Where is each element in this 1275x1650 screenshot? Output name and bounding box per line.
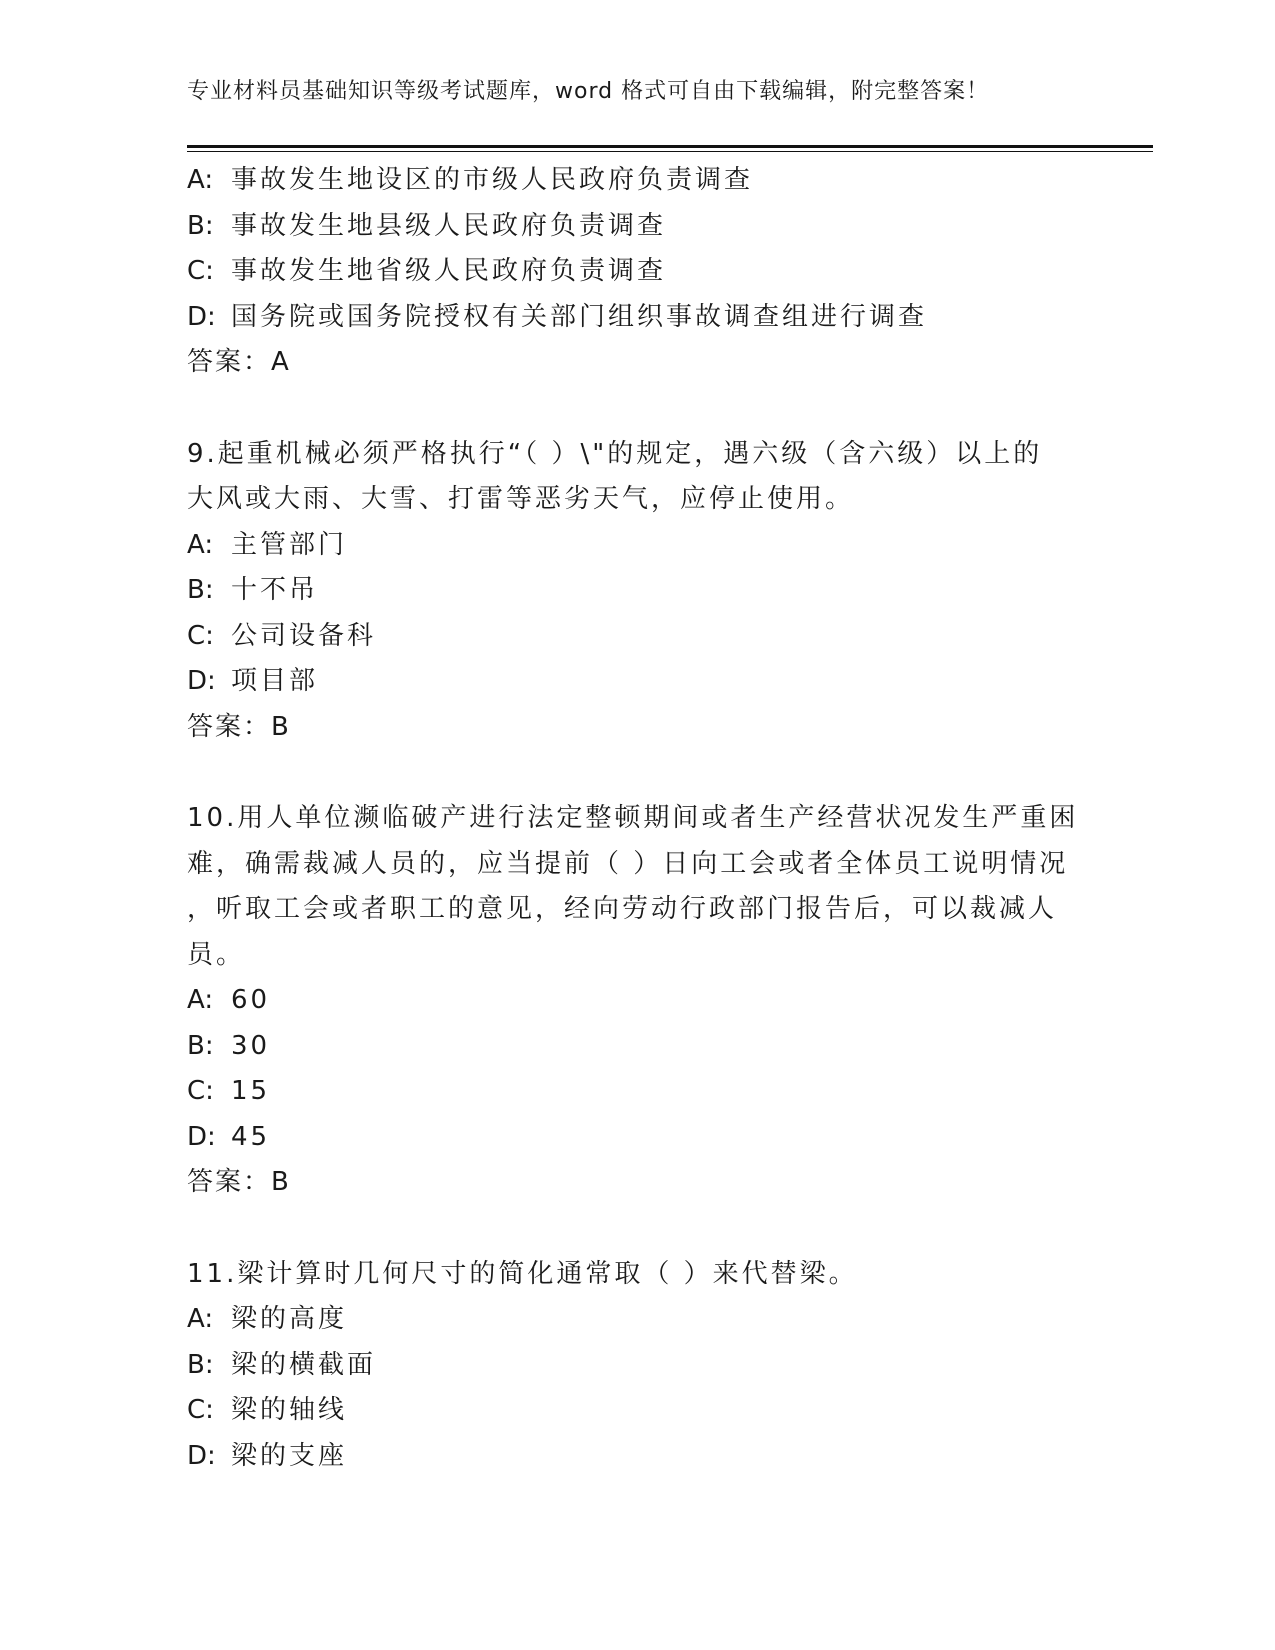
question-9 xyxy=(187,432,1087,751)
page-header: 专业材料员基础知识等级考试题库，word 格式可自由下载编辑，附完整答案！ xyxy=(187,79,990,104)
question-text-line: 9.起重机械必须严格执行“（ ）\"的规定，遇六级（含六级）以上的 xyxy=(187,438,1043,469)
answer-value: B xyxy=(271,1167,290,1197)
option-text: 梁的轴线 xyxy=(231,1395,348,1425)
question-text-line: 员。 xyxy=(187,939,246,970)
option-label: D: xyxy=(187,666,216,696)
option-label: C: xyxy=(187,256,214,286)
answer-label: 答案： xyxy=(187,711,272,742)
option-text: 项目部 xyxy=(231,666,319,696)
option-c xyxy=(187,1069,1087,1115)
option-text: 十不吊 xyxy=(231,575,319,605)
option-c xyxy=(187,249,1087,295)
spacer xyxy=(187,750,1087,796)
option-d xyxy=(187,295,1087,341)
option-label: B: xyxy=(187,1349,214,1380)
option-b xyxy=(187,1024,1087,1070)
option-label: B: xyxy=(187,575,214,605)
question-text-line: ，听取工会或者职工的意见，经向劳动行政部门报告后，可以裁减人 xyxy=(187,894,1058,924)
option-label: D: xyxy=(187,301,216,332)
option-text: 梁的支座 xyxy=(231,1440,348,1471)
question-10 xyxy=(187,796,1087,1206)
option-label: B: xyxy=(187,210,214,241)
option-a xyxy=(187,978,1087,1024)
spacer xyxy=(187,386,1087,432)
answer-line xyxy=(187,705,1087,751)
question-11 xyxy=(187,1252,1087,1480)
option-text: 事故发生地设区的市级人民政府负责调查 xyxy=(231,165,754,195)
option-label: B: xyxy=(187,1030,214,1061)
option-text: 国务院或国务院授权有关部门组织事故调查组进行调查 xyxy=(231,301,928,332)
answer-value: B xyxy=(271,711,290,742)
option-text: 60 xyxy=(231,985,271,1015)
answer-value: A xyxy=(271,347,290,377)
option-label: A: xyxy=(187,1304,214,1334)
option-label: A: xyxy=(187,529,214,560)
option-b xyxy=(187,568,1087,614)
option-a xyxy=(187,1297,1087,1343)
question-text-line: 大风或大雨、大雪、打雷等恶劣天气，应停止使用。 xyxy=(187,484,855,514)
question-content xyxy=(187,158,1087,1479)
option-c xyxy=(187,1388,1087,1434)
question-8 xyxy=(187,158,1087,386)
option-d xyxy=(187,1434,1087,1480)
option-label: D: xyxy=(187,1121,216,1152)
question-text-line: 11.梁计算时几何尺寸的简化通常取（ ）来代替梁。 xyxy=(187,1258,858,1289)
option-label: C: xyxy=(187,1076,214,1106)
option-a xyxy=(187,523,1087,569)
header-rule-thick xyxy=(187,145,1153,148)
option-label: C: xyxy=(187,620,214,651)
option-text: 梁的高度 xyxy=(231,1304,348,1334)
option-c xyxy=(187,614,1087,660)
question-text-line: 10.用人单位濒临破产进行法定整顿期间或者生产经营状况发生严重困 xyxy=(187,803,1079,833)
option-text: 梁的横截面 xyxy=(231,1349,377,1380)
option-text: 事故发生地省级人民政府负责调查 xyxy=(231,256,667,286)
option-b xyxy=(187,204,1087,250)
question-text-line: 难，确需裁减人员的，应当提前（ ）日向工会或者全体员工说明情况 xyxy=(187,848,1069,879)
option-label: A: xyxy=(187,985,214,1015)
option-d xyxy=(187,659,1087,705)
answer-label: 答案： xyxy=(187,1167,272,1197)
spacer xyxy=(187,1206,1087,1252)
option-text: 30 xyxy=(231,1030,271,1061)
option-label: A: xyxy=(187,165,214,195)
option-text: 公司设备科 xyxy=(231,620,377,651)
option-a xyxy=(187,158,1087,204)
option-d xyxy=(187,1115,1087,1161)
answer-label: 答案： xyxy=(187,347,272,377)
option-label: C: xyxy=(187,1395,214,1425)
option-text: 15 xyxy=(231,1076,271,1106)
option-text: 主管部门 xyxy=(231,529,348,560)
option-text: 45 xyxy=(231,1121,271,1152)
option-b xyxy=(187,1343,1087,1389)
answer-line xyxy=(187,340,1087,386)
header-rule-thin xyxy=(187,151,1153,152)
option-text: 事故发生地县级人民政府负责调查 xyxy=(231,210,667,241)
option-label: D: xyxy=(187,1440,216,1471)
answer-line xyxy=(187,1160,1087,1206)
